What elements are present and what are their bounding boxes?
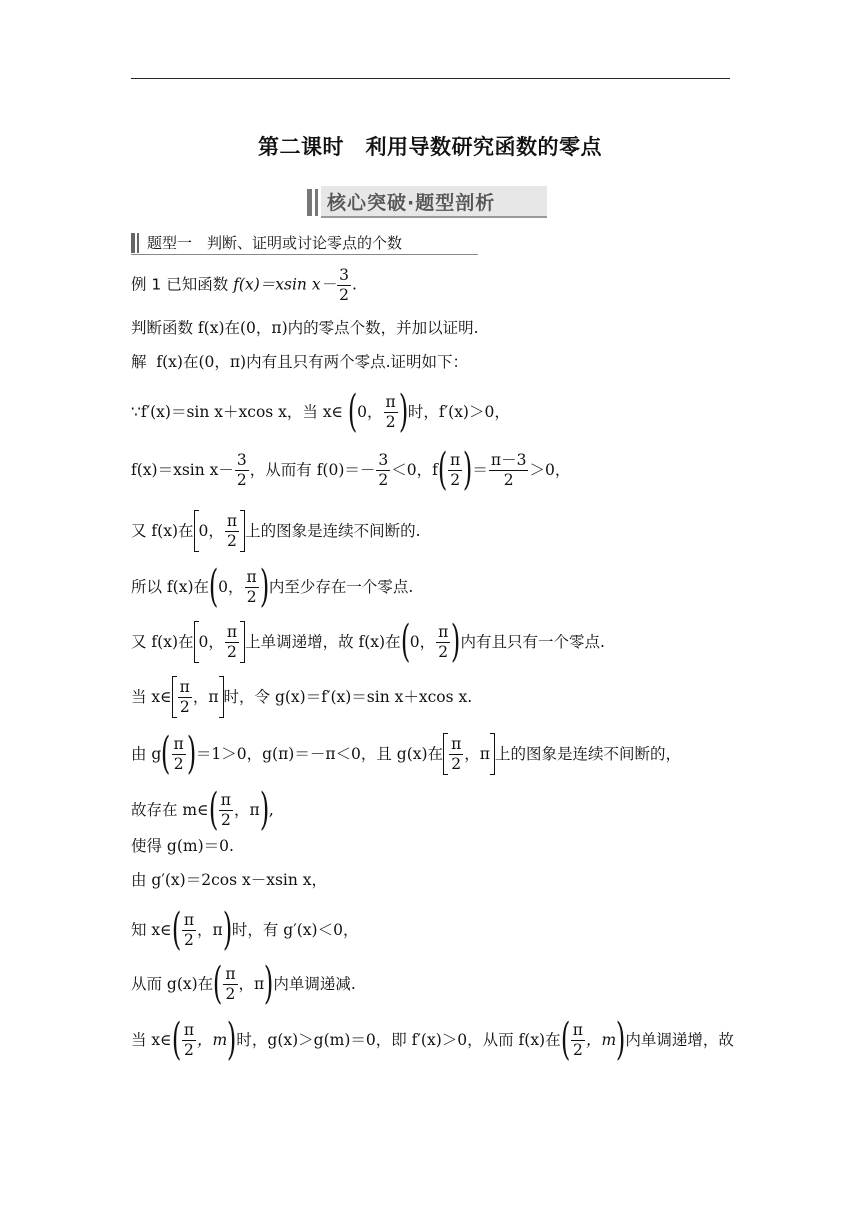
banner-bar-thin xyxy=(315,189,318,216)
proof-line-6: 当 x∈ $\frac{\pi}{2}$ ，π 时，令 g(x)＝f′(x)＝sin x＋xcos x. xyxy=(131,676,472,718)
fraction-three-halves: $\frac{3}{2}$ xyxy=(339,266,349,304)
proof-line-10: 由 g′(x)＝2cos x－xsin x， xyxy=(131,871,328,889)
proof-line-1: ∵f′(x)＝sin x＋xcos x，当 x∈ (0， $\frac{\pi}{2}$ )时，f′(x)＞0， xyxy=(131,386,510,437)
proof-line-7: 由 g( $\frac{\pi}{2}$ )＝1＞0，g(π)＝－π＜0，且 g(x)在 $\frac{\pi}{2}$ ，π 上的图象是连续不间断的， xyxy=(131,728,681,779)
proof-line-4: 所以 f(x)在(0， $\frac{\pi}{2}$ )内至少存在一个零点. xyxy=(131,561,414,612)
proof-line-2: f(x)＝xsin x－ $\frac{3}{2}$ ，从而有 f(0)＝－ $\frac{3}{2}$ ＜0，f( $\frac{\pi}{2}$ )＝ $\frac{\pi-3}{2}$ ＞0， xyxy=(131,444,571,495)
type-heading xyxy=(131,231,478,255)
example-function: f(x)＝xsin x－ xyxy=(233,275,337,294)
example-intro: 已知函数 xyxy=(166,275,229,294)
proof-line-12: 从而 g(x)在( $\frac{\pi}{2}$ ，π)内单调递减. xyxy=(131,958,356,1009)
proof-line-5: 又 f(x)在 0， $\frac{\pi}{2}$ 上单调递增，故 f(x)在(0， $\frac{\pi}{2}$ )内有且只有一个零点. xyxy=(131,616,605,667)
type-heading-text: 题型一 判断、证明或讨论零点的个数 xyxy=(147,234,403,252)
example-line: 例 1 已知函数 f(x)＝xsin x－ $\frac{3}{2}$ . xyxy=(131,266,357,304)
proof-line-13: 当 x∈( $\frac{\pi}{2}$ ，m)时，g(x)＞g(m)＝0，即 f′(x)＞0，从而 f(x)在( $\frac{\pi}{2}$ ，m)内单调递增，故 xyxy=(131,1014,734,1065)
section-banner xyxy=(307,186,549,218)
banner-text: 核心突破·题型剖析 xyxy=(327,192,496,214)
proof-line-8: 故存在 m∈( $\frac{\pi}{2}$ ，π), xyxy=(131,784,274,835)
banner-bar xyxy=(307,189,312,216)
proof-line-11: 知 x∈( $\frac{\pi}{2}$ ，π)时，有 g′(x)＜0， xyxy=(131,904,359,955)
question-text: 判断函数 f(x)在(0，π)内的零点个数，并加以证明. xyxy=(131,319,479,337)
page-title: 第二课时 利用导数研究函数的零点 xyxy=(258,135,602,159)
solution-label: 解 xyxy=(131,353,147,371)
example-label: 例 1 xyxy=(131,275,162,294)
heading-marker xyxy=(131,233,135,253)
heading-underline xyxy=(131,254,478,255)
heading-marker-thin xyxy=(137,233,139,253)
solution-line xyxy=(131,352,468,372)
header-rule xyxy=(131,78,730,79)
proof-line-9: 使得 g(m)＝0. xyxy=(131,837,234,855)
proof-line-3: 又 f(x)在 0， $\frac{\pi}{2}$ 上的图象是连续不间断的. xyxy=(131,510,421,552)
solution-first: f(x)在(0，π)内有且只有两个零点.证明如下： xyxy=(156,353,469,371)
